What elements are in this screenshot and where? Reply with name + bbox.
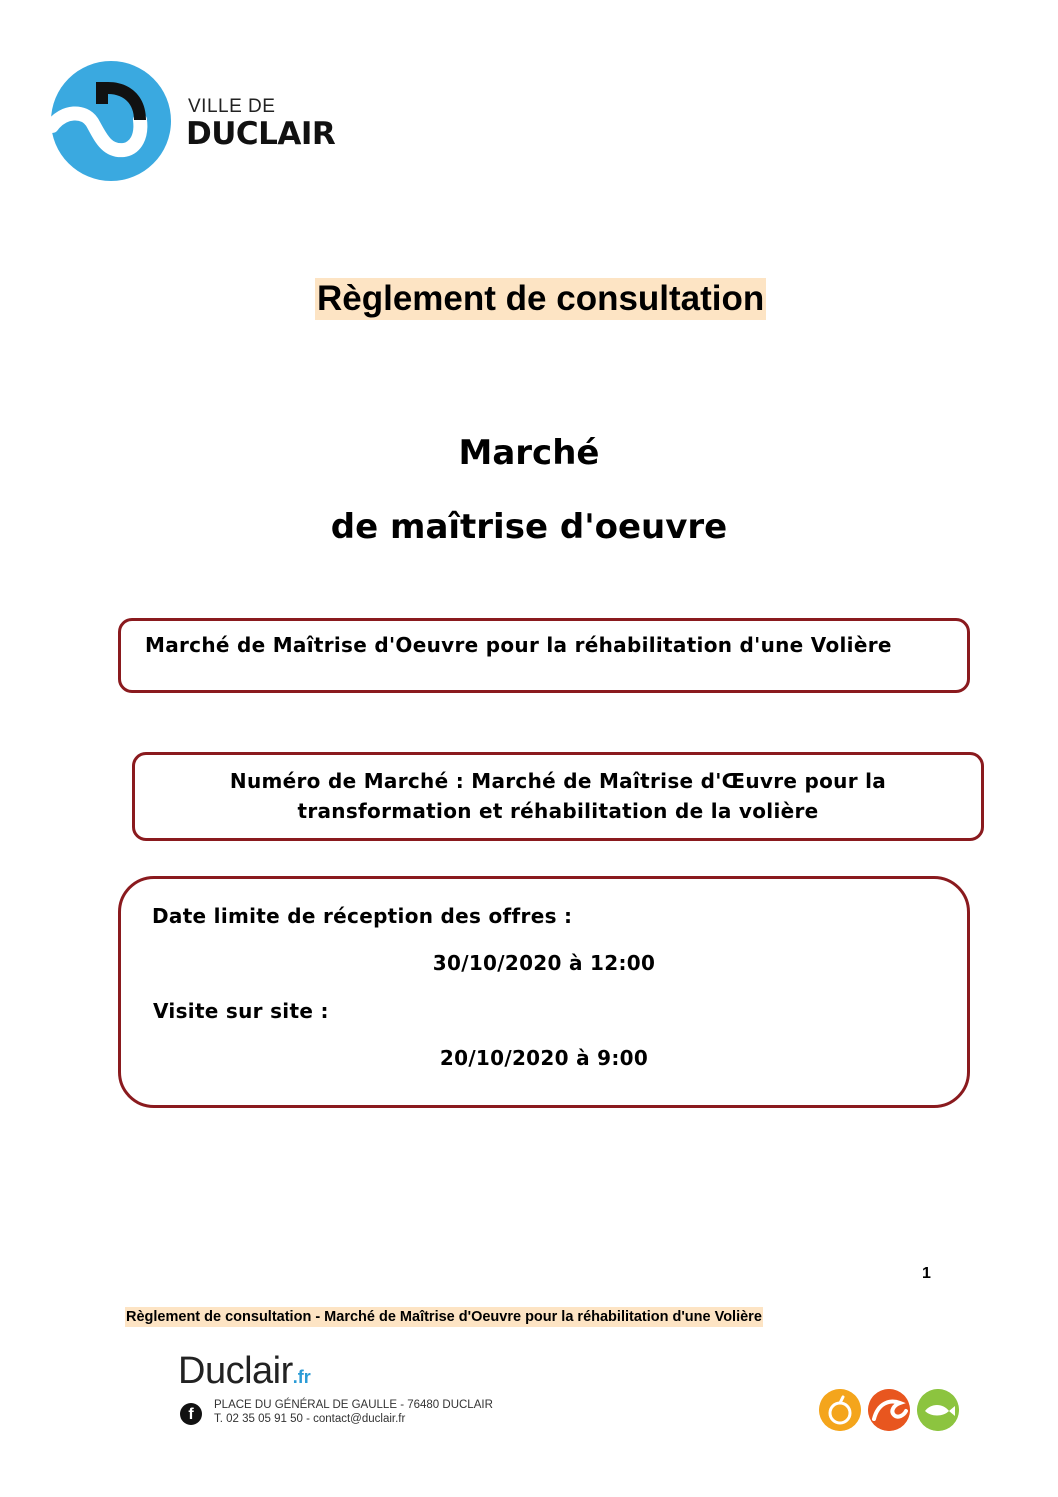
heading-maitrise: de maîtrise d'oeuvre: [330, 507, 728, 547]
logo-text-big: DUCLAIR: [186, 116, 336, 152]
heading-marche: Marché: [458, 433, 600, 473]
site-tld: .fr: [292, 1367, 311, 1387]
footer-title: Règlement de consultation - Marché de Maîtrise d'Oeuvre pour la réhabilitation d'une Volière: [126, 1309, 762, 1325]
logo-text-small: VILLE DE: [188, 96, 276, 117]
fish-icon: [917, 1389, 959, 1431]
city-logo: [50, 60, 360, 185]
apple-icon: [819, 1389, 861, 1431]
facebook-icon[interactable]: f: [180, 1403, 202, 1425]
visit-label: Visite sur site :: [153, 999, 329, 1023]
market-title-text: Marché de Maîtrise d'Oeuvre pour la réhabilitation d'une Volière: [145, 633, 892, 657]
address-line: PLACE DU GÉNÉRAL DE GAULLE - 76480 DUCLAIR: [214, 1399, 493, 1411]
dates-box: [118, 876, 970, 1108]
deadline-label: Date limite de réception des offres :: [152, 904, 573, 928]
wave-icon: [868, 1389, 910, 1431]
site-name: [178, 1350, 311, 1393]
market-number-box: [132, 752, 984, 841]
market-number-line1: Numéro de Marché : Marché de Maîtrise d'Œuvre pour la: [229, 769, 887, 793]
document-title: Règlement de consultation: [317, 279, 765, 318]
duclair-logo-mark-icon: [50, 60, 172, 182]
visit-value: 20/10/2020 à 9:00: [439, 1046, 649, 1070]
contact-line: T. 02 35 05 91 50 - contact@duclair.fr: [214, 1413, 406, 1425]
market-number-line2: transformation et réhabilitation de la volière: [297, 799, 819, 823]
page-number: 1: [922, 1265, 931, 1282]
market-title-box: [118, 618, 970, 693]
site-name-text: Duclair: [178, 1350, 293, 1392]
deadline-value: 30/10/2020 à 12:00: [432, 951, 656, 975]
